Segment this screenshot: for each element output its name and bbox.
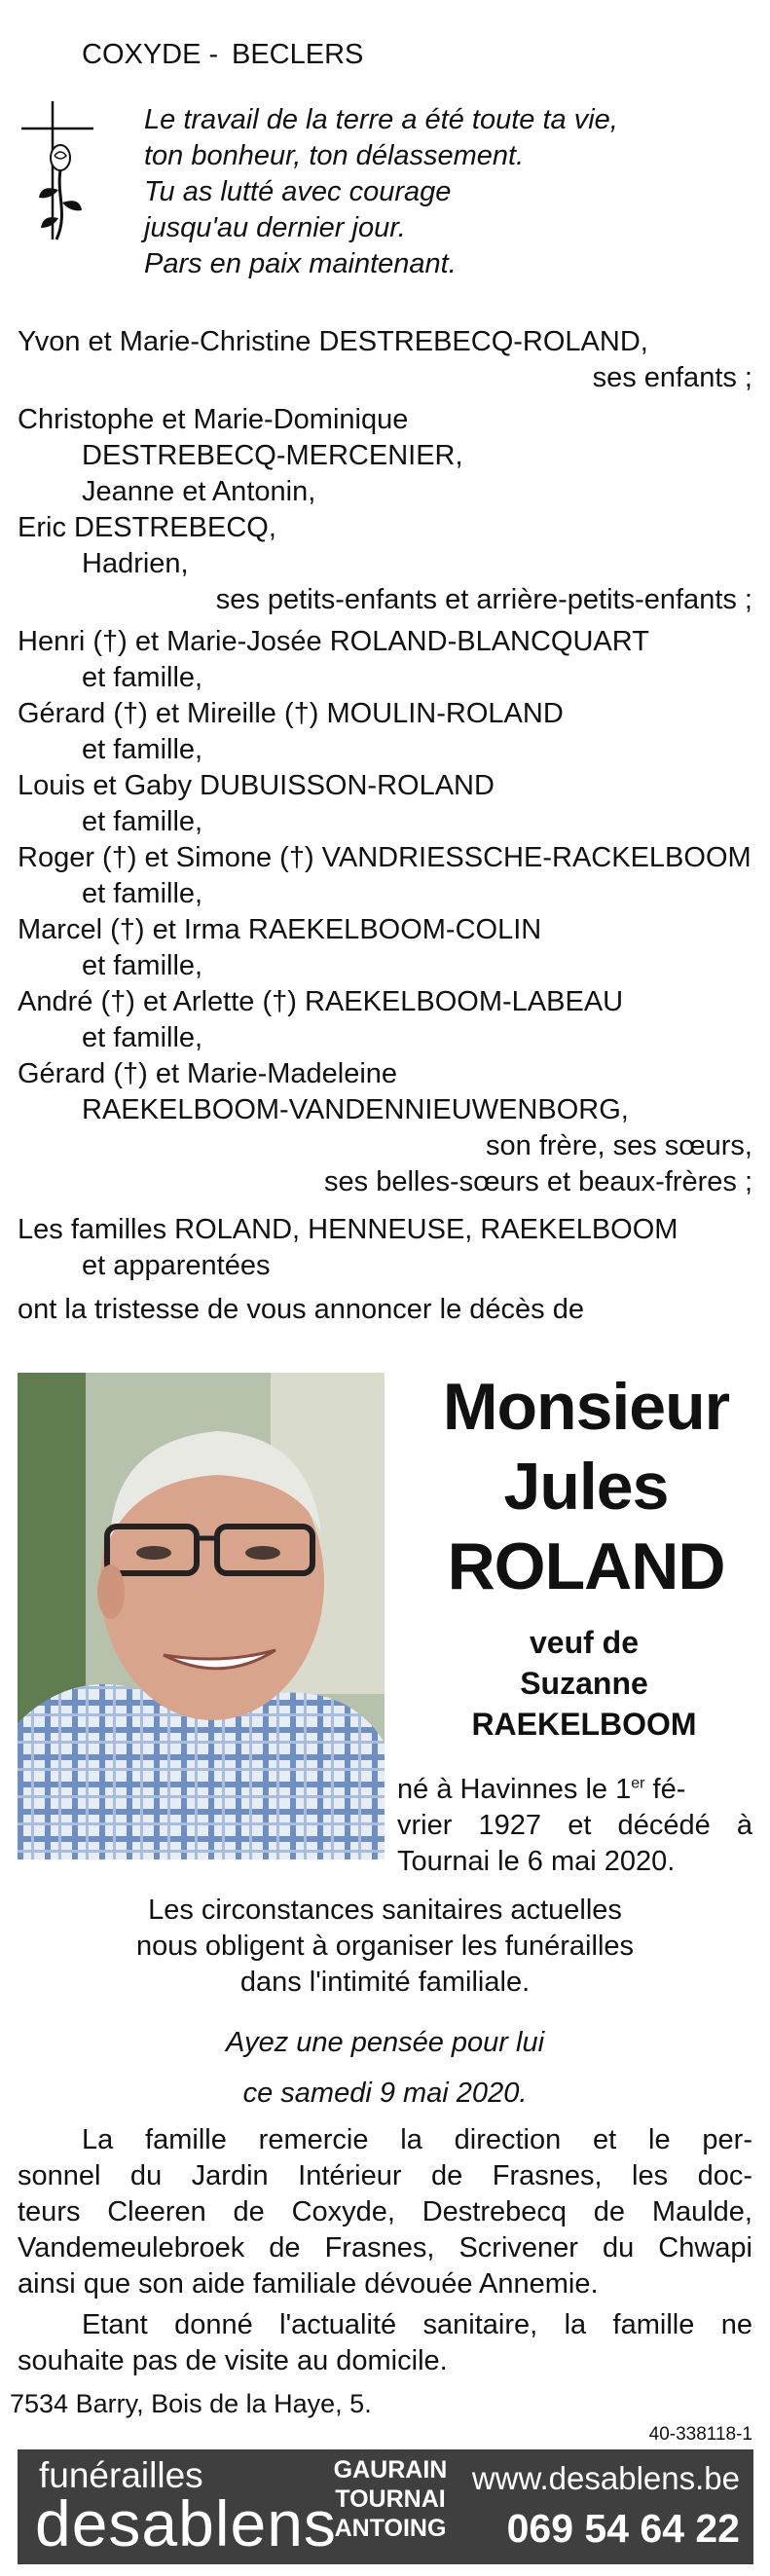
- thanks-line-3: teurs Cleeren de Coxyde, Destrebecq de Maulde,: [18, 2196, 752, 2227]
- family-line: Les familles ROLAND, HENNEUSE, RAEKELBOOM: [18, 1214, 678, 1245]
- family-line: et apparentées: [82, 1250, 271, 1281]
- family-line: Eric DESTREBECQ,: [18, 512, 276, 543]
- family-suffix: et famille,: [82, 734, 203, 765]
- family-role: son frère, ses sœurs,: [486, 1130, 752, 1161]
- visit-line-1: Etant donné l'actualité sanitaire, la famille ne: [82, 2309, 752, 2340]
- family-suffix: et famille,: [82, 950, 203, 981]
- poem-line-4: jusqu'au dernier jour.: [144, 212, 406, 243]
- family-role: ses petits-enfants et arrière-petits-enfants ;: [215, 584, 752, 615]
- birth-line-3: Tournai le 6 mai 2020.: [397, 1846, 676, 1877]
- family-suffix: et famille,: [82, 878, 203, 909]
- cross-rose-icon: [18, 97, 97, 243]
- widow-line-1: veuf de: [529, 1625, 640, 1660]
- deceased-last-name: ROLAND: [447, 1529, 725, 1603]
- family-role: ses enfants ;: [592, 362, 752, 393]
- thanks-line-2: sonnel du Jardin Intérieur de Frasnes, les doc-: [18, 2160, 752, 2191]
- widow-line-3: RAEKELBOOM: [471, 1707, 697, 1742]
- widow-line-2: Suzanne: [520, 1666, 648, 1701]
- brand-main: desablens: [35, 2487, 337, 2559]
- portrait-image: [18, 1373, 385, 1859]
- body-center-4: Ayez une pensée pour lui: [225, 2027, 545, 2058]
- family-line: Jeanne et Antonin,: [82, 476, 316, 507]
- thanks-line-1: La famille remercie la direction et le per-: [82, 2124, 752, 2155]
- deceased-first-name: Jules: [503, 1450, 669, 1524]
- city-tournai: TOURNAI: [335, 2485, 446, 2513]
- city-antoing: ANTOING: [334, 2515, 447, 2542]
- birth-line-1: [397, 1772, 685, 1808]
- thanks-line-5: ainsi que son aide familiale dévouée Annemie.: [18, 2268, 599, 2300]
- deceased-title: Monsieur: [442, 1370, 730, 1444]
- poem-line-3: Tu as lutté avec courage: [144, 176, 452, 207]
- family-line: Yvon et Marie-Christine DESTREBECQ-ROLAND,: [18, 326, 648, 357]
- poem-line-2: ton bonheur, ton délassement.: [144, 140, 525, 171]
- birth-line-1-text: né à Havinnes le 1: [397, 1774, 632, 1805]
- header-place-1: COXYDE -: [82, 39, 219, 70]
- body-center-2: nous obligent à organiser les funérailles: [135, 1931, 635, 1962]
- body-center-3: dans l'intimité familiale.: [239, 1967, 531, 1998]
- city-gaurain: GAURAIN: [333, 2456, 448, 2484]
- header-place-2: BECLERS: [232, 39, 364, 70]
- body-center-5: ce samedi 9 mai 2020.: [242, 2078, 528, 2109]
- announcement: ont la tristesse de vous annoncer le décès de: [18, 1294, 584, 1325]
- portrait-photo: [18, 1373, 385, 1859]
- family-line: Roger (†) et Simone (†) VANDRIESSCHE-RACKELBOOM: [18, 842, 752, 873]
- poem-line-1: Le travail de la terre a été toute ta vie,: [144, 104, 618, 135]
- family-line: Gérard (†) et Marie-Madeleine: [18, 1058, 398, 1089]
- reference-number: 40-338118-1: [648, 2424, 752, 2445]
- family-line: André (†) et Arlette (†) RAEKELBOOM-LABEAU: [18, 986, 624, 1017]
- address: 7534 Barry, Bois de la Haye, 5.: [10, 2389, 372, 2418]
- family-line: DESTREBECQ-MERCENIER,: [82, 440, 463, 471]
- thanks-line-4: Vandemeulebroek de Frasnes, Scrivener du Chwapi: [18, 2232, 752, 2263]
- family-line: Henri (†) et Marie-Josée ROLAND-BLANCQUART: [18, 626, 649, 657]
- body-center-1: Les circonstances sanitaires actuelles: [148, 1895, 622, 1926]
- family-suffix: et famille,: [82, 1022, 203, 1053]
- family-line: Marcel (†) et Irma RAEKELBOOM-COLIN: [18, 914, 542, 945]
- family-line: Christophe et Marie-Dominique: [18, 404, 409, 435]
- family-role: ses belles-sœurs et beaux-frères ;: [324, 1166, 752, 1197]
- brand-top: funérailles: [39, 2455, 203, 2495]
- birth-ordinal: er: [631, 1775, 645, 1792]
- funeral-home-banner: [18, 2449, 753, 2564]
- phone-number[interactable]: 069 54 64 22: [506, 2506, 740, 2551]
- family-suffix: et famille,: [82, 662, 203, 693]
- family-line: Hadrien,: [82, 548, 189, 579]
- website-link[interactable]: www.desablens.be: [471, 2460, 740, 2496]
- visit-line-2: souhaite pas de visite au domicile.: [18, 2345, 448, 2376]
- family-suffix: et famille,: [82, 806, 203, 837]
- family-line: Louis et Gaby DUBUISSON-ROLAND: [18, 770, 495, 801]
- birth-line-1-end: fé-: [644, 1774, 686, 1805]
- birth-line-2: vrier 1927 et décédé à: [397, 1810, 752, 1841]
- poem-line-5: Pars en paix maintenant.: [144, 248, 457, 279]
- family-line: RAEKELBOOM-VANDENNIEUWENBORG,: [82, 1094, 629, 1125]
- family-line: Gérard (†) et Mireille (†) MOULIN-ROLAND: [18, 698, 564, 729]
